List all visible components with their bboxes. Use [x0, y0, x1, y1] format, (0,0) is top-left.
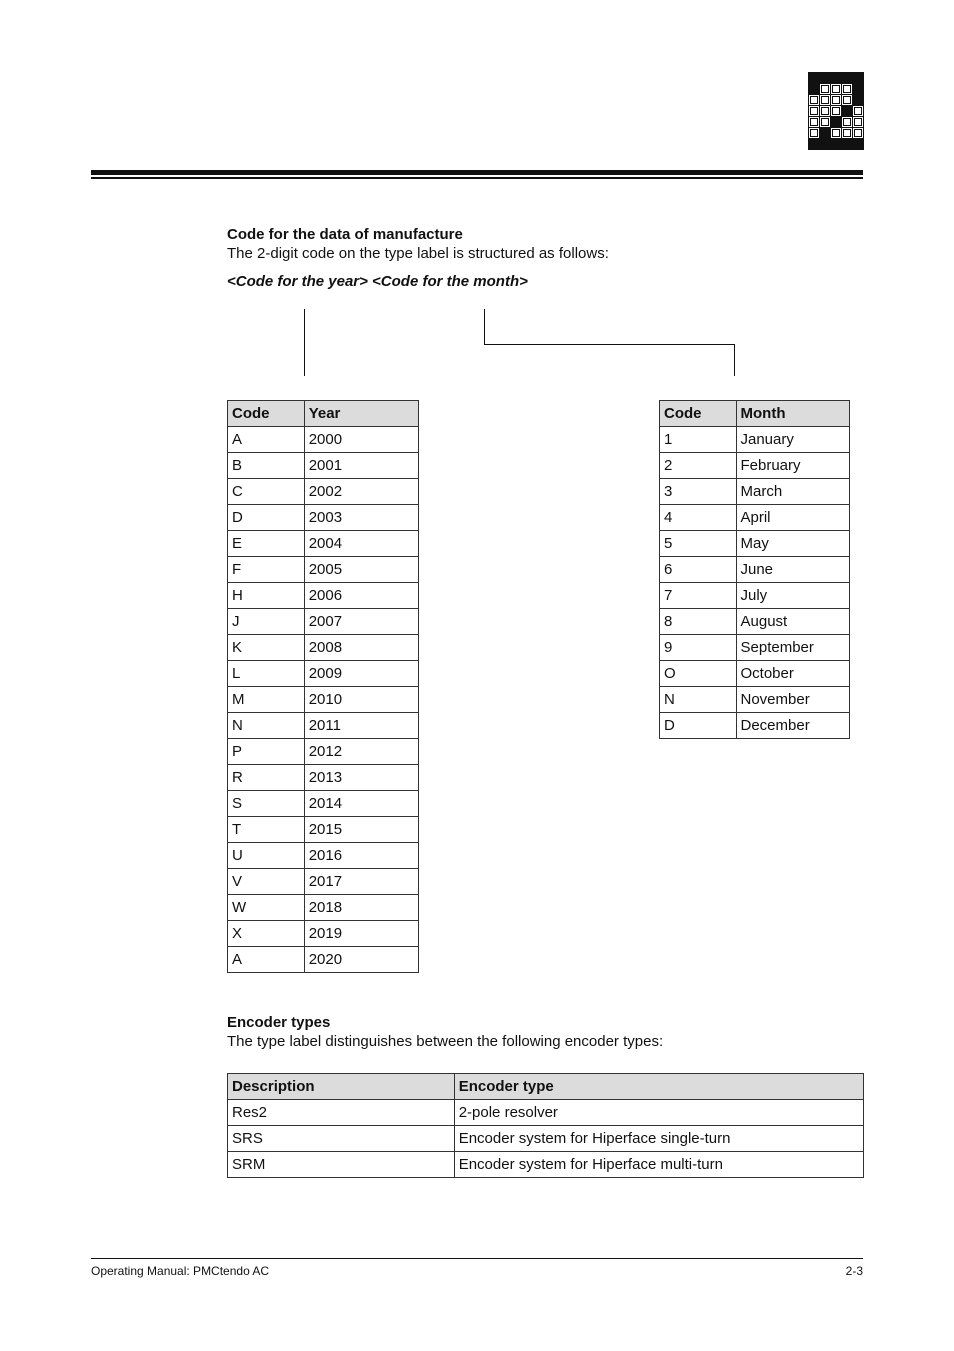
month-table-row — [660, 609, 850, 635]
logo-cell — [809, 84, 819, 94]
year-table-row — [228, 843, 419, 869]
year-table-row-cell: X — [228, 921, 305, 947]
header-rule-thick — [91, 170, 863, 175]
year-connector-line — [304, 309, 305, 376]
year-table-row — [228, 739, 419, 765]
year-table-row — [228, 505, 419, 531]
year-table-row-cell: S — [228, 791, 305, 817]
year-table-row-cell: L — [228, 661, 305, 687]
year-table-row-cell: 2010 — [304, 687, 418, 713]
footer-manual-title: Operating Manual: PMCtendo AC — [91, 1264, 270, 1278]
logo-cell — [809, 95, 819, 105]
year-table-row — [228, 895, 419, 921]
logo-cell — [853, 95, 863, 105]
year-table-row-cell: 2019 — [304, 921, 418, 947]
logo-cell — [831, 117, 841, 127]
year-table-row-cell: 2002 — [304, 479, 418, 505]
month-table-header-month: Month — [736, 401, 850, 427]
year-table-row — [228, 635, 419, 661]
encoder-table-row-cell: Encoder system for Hiperface multi-turn — [454, 1152, 863, 1178]
month-table-row-cell: 5 — [660, 531, 737, 557]
month-table-row-cell: July — [736, 583, 850, 609]
logo-cell — [842, 106, 852, 116]
year-table-row-cell: 2007 — [304, 609, 418, 635]
logo-cell — [853, 139, 863, 149]
year-table-row-cell: 2008 — [304, 635, 418, 661]
encoder-table-row-cell: 2-pole resolver — [454, 1100, 863, 1126]
encoder-table-row — [228, 1126, 864, 1152]
month-table-row-cell: May — [736, 531, 850, 557]
year-table-row — [228, 947, 419, 973]
month-table-row-cell: January — [736, 427, 850, 453]
logo-cell — [820, 73, 830, 83]
year-table-row — [228, 661, 419, 687]
logo-cell — [842, 73, 852, 83]
year-table-row-cell: M — [228, 687, 305, 713]
manufacture-heading: Code for the data of manufacture — [227, 226, 463, 243]
year-table-row-cell: 2005 — [304, 557, 418, 583]
month-table-row — [660, 557, 850, 583]
logo-cell — [853, 73, 863, 83]
year-table-row-cell: N — [228, 713, 305, 739]
encoder-table-row-cell: SRM — [228, 1152, 455, 1178]
month-table-row-cell: November — [736, 687, 850, 713]
logo-cell — [820, 117, 830, 127]
logo-cell — [853, 84, 863, 94]
logo-cell — [842, 139, 852, 149]
year-table-row-cell: P — [228, 739, 305, 765]
month-table-row-cell: N — [660, 687, 737, 713]
year-table-row — [228, 427, 419, 453]
encoder-heading: Encoder types — [227, 1014, 331, 1031]
year-table-row-cell: H — [228, 583, 305, 609]
year-table-header-code: Code — [228, 401, 305, 427]
month-table-row — [660, 635, 850, 661]
year-table-row-cell: J — [228, 609, 305, 635]
logo-cell — [809, 106, 819, 116]
company-logo-icon — [808, 72, 864, 150]
year-table-row-cell: A — [228, 427, 305, 453]
manufacture-intro: The 2-digit code on the type label is structured as follows: — [227, 245, 609, 262]
logo-cell — [831, 106, 841, 116]
month-table-row-cell: 7 — [660, 583, 737, 609]
month-connector-horizontal — [484, 344, 735, 345]
year-table-row-cell: T — [228, 817, 305, 843]
year-table-row-cell: 2004 — [304, 531, 418, 557]
year-table-row-cell: K — [228, 635, 305, 661]
logo-cell — [820, 95, 830, 105]
year-table-header-year: Year — [304, 401, 418, 427]
logo-cell — [831, 139, 841, 149]
year-table-row-cell: 2000 — [304, 427, 418, 453]
year-table-row-cell: B — [228, 453, 305, 479]
encoder-table-row — [228, 1100, 864, 1126]
logo-cell — [842, 128, 852, 138]
month-table-row-cell: 6 — [660, 557, 737, 583]
logo-cell — [842, 95, 852, 105]
month-table-row — [660, 427, 850, 453]
year-table-row-cell: 2011 — [304, 713, 418, 739]
year-table-row — [228, 583, 419, 609]
encoder-table-row-cell: Encoder system for Hiperface single-turn — [454, 1126, 863, 1152]
year-table-row — [228, 817, 419, 843]
year-table-row-cell: U — [228, 843, 305, 869]
month-table-row — [660, 583, 850, 609]
year-table-row — [228, 479, 419, 505]
logo-cell — [853, 117, 863, 127]
logo-cell — [809, 73, 819, 83]
logo-cell — [853, 128, 863, 138]
year-table-row — [228, 869, 419, 895]
month-connector-drop — [484, 309, 485, 345]
month-table-row-cell: 1 — [660, 427, 737, 453]
year-table-row-cell: 2013 — [304, 765, 418, 791]
encoder-table-row-cell: Res2 — [228, 1100, 455, 1126]
year-table-row-cell: C — [228, 479, 305, 505]
month-code-table — [659, 400, 850, 739]
month-table-row-cell: 8 — [660, 609, 737, 635]
month-table-row-cell: September — [736, 635, 850, 661]
year-table-row — [228, 531, 419, 557]
logo-cell — [820, 128, 830, 138]
year-table-row-cell: 2017 — [304, 869, 418, 895]
logo-cell — [831, 73, 841, 83]
encoder-table-header-description: Description — [228, 1074, 455, 1100]
month-table-row-cell: February — [736, 453, 850, 479]
logo-cell — [842, 117, 852, 127]
month-table-row — [660, 661, 850, 687]
logo-cell — [831, 84, 841, 94]
year-table-row — [228, 713, 419, 739]
encoder-table-row-cell: SRS — [228, 1126, 455, 1152]
logo-cell — [831, 95, 841, 105]
logo-cell — [831, 128, 841, 138]
encoder-table-header-type: Encoder type — [454, 1074, 863, 1100]
year-table-row-cell: 2006 — [304, 583, 418, 609]
year-table-row — [228, 557, 419, 583]
month-table-header-code: Code — [660, 401, 737, 427]
month-table-row — [660, 479, 850, 505]
year-table-row-cell: 2018 — [304, 895, 418, 921]
logo-cell — [820, 139, 830, 149]
year-table-row — [228, 687, 419, 713]
year-table-row-cell: W — [228, 895, 305, 921]
logo-cell — [820, 106, 830, 116]
month-table-row — [660, 687, 850, 713]
month-connector-line — [734, 344, 735, 376]
year-table-row — [228, 765, 419, 791]
month-table-row-cell: December — [736, 713, 850, 739]
year-table-row-cell: V — [228, 869, 305, 895]
footer-page-number: 2-3 — [845, 1264, 863, 1278]
month-table-row — [660, 713, 850, 739]
year-table-row — [228, 609, 419, 635]
year-table-row-cell: R — [228, 765, 305, 791]
year-table-row-cell: 2012 — [304, 739, 418, 765]
year-table-row-cell: 2003 — [304, 505, 418, 531]
month-table-row-cell: 9 — [660, 635, 737, 661]
month-table-row-cell: March — [736, 479, 850, 505]
encoder-type-table — [227, 1073, 864, 1178]
month-table-row-cell: August — [736, 609, 850, 635]
year-table-row-cell: 2014 — [304, 791, 418, 817]
year-table-row-cell: F — [228, 557, 305, 583]
logo-cell — [809, 139, 819, 149]
encoder-intro: The type label distinguishes between the following encoder types: — [227, 1033, 664, 1050]
year-table-row — [228, 791, 419, 817]
header-rule-thin — [91, 177, 863, 179]
month-table-row-cell: D — [660, 713, 737, 739]
month-table-row-cell: April — [736, 505, 850, 531]
year-table-row-cell: 2016 — [304, 843, 418, 869]
code-formula: <Code for the year> <Code for the month> — [227, 273, 528, 290]
month-table-row — [660, 505, 850, 531]
encoder-table-row — [228, 1152, 864, 1178]
year-table-row-cell: 2001 — [304, 453, 418, 479]
footer-rule — [91, 1258, 863, 1259]
year-table-row — [228, 921, 419, 947]
month-table-row-cell: 2 — [660, 453, 737, 479]
month-table-row-cell: 4 — [660, 505, 737, 531]
month-table-row-cell: O — [660, 661, 737, 687]
month-table-row-cell: 3 — [660, 479, 737, 505]
year-table-row-cell: 2009 — [304, 661, 418, 687]
month-table-row-cell: June — [736, 557, 850, 583]
month-table-row — [660, 453, 850, 479]
year-table-row-cell: 2015 — [304, 817, 418, 843]
year-table-row-cell: D — [228, 505, 305, 531]
year-table-row — [228, 453, 419, 479]
month-table-row-cell: October — [736, 661, 850, 687]
year-table-row-cell: A — [228, 947, 305, 973]
logo-cell — [820, 84, 830, 94]
year-code-table — [227, 400, 419, 973]
logo-cell — [809, 128, 819, 138]
logo-cell — [842, 84, 852, 94]
logo-cell — [853, 106, 863, 116]
year-table-row-cell: E — [228, 531, 305, 557]
year-table-row-cell: 2020 — [304, 947, 418, 973]
logo-cell — [809, 117, 819, 127]
month-table-row — [660, 531, 850, 557]
